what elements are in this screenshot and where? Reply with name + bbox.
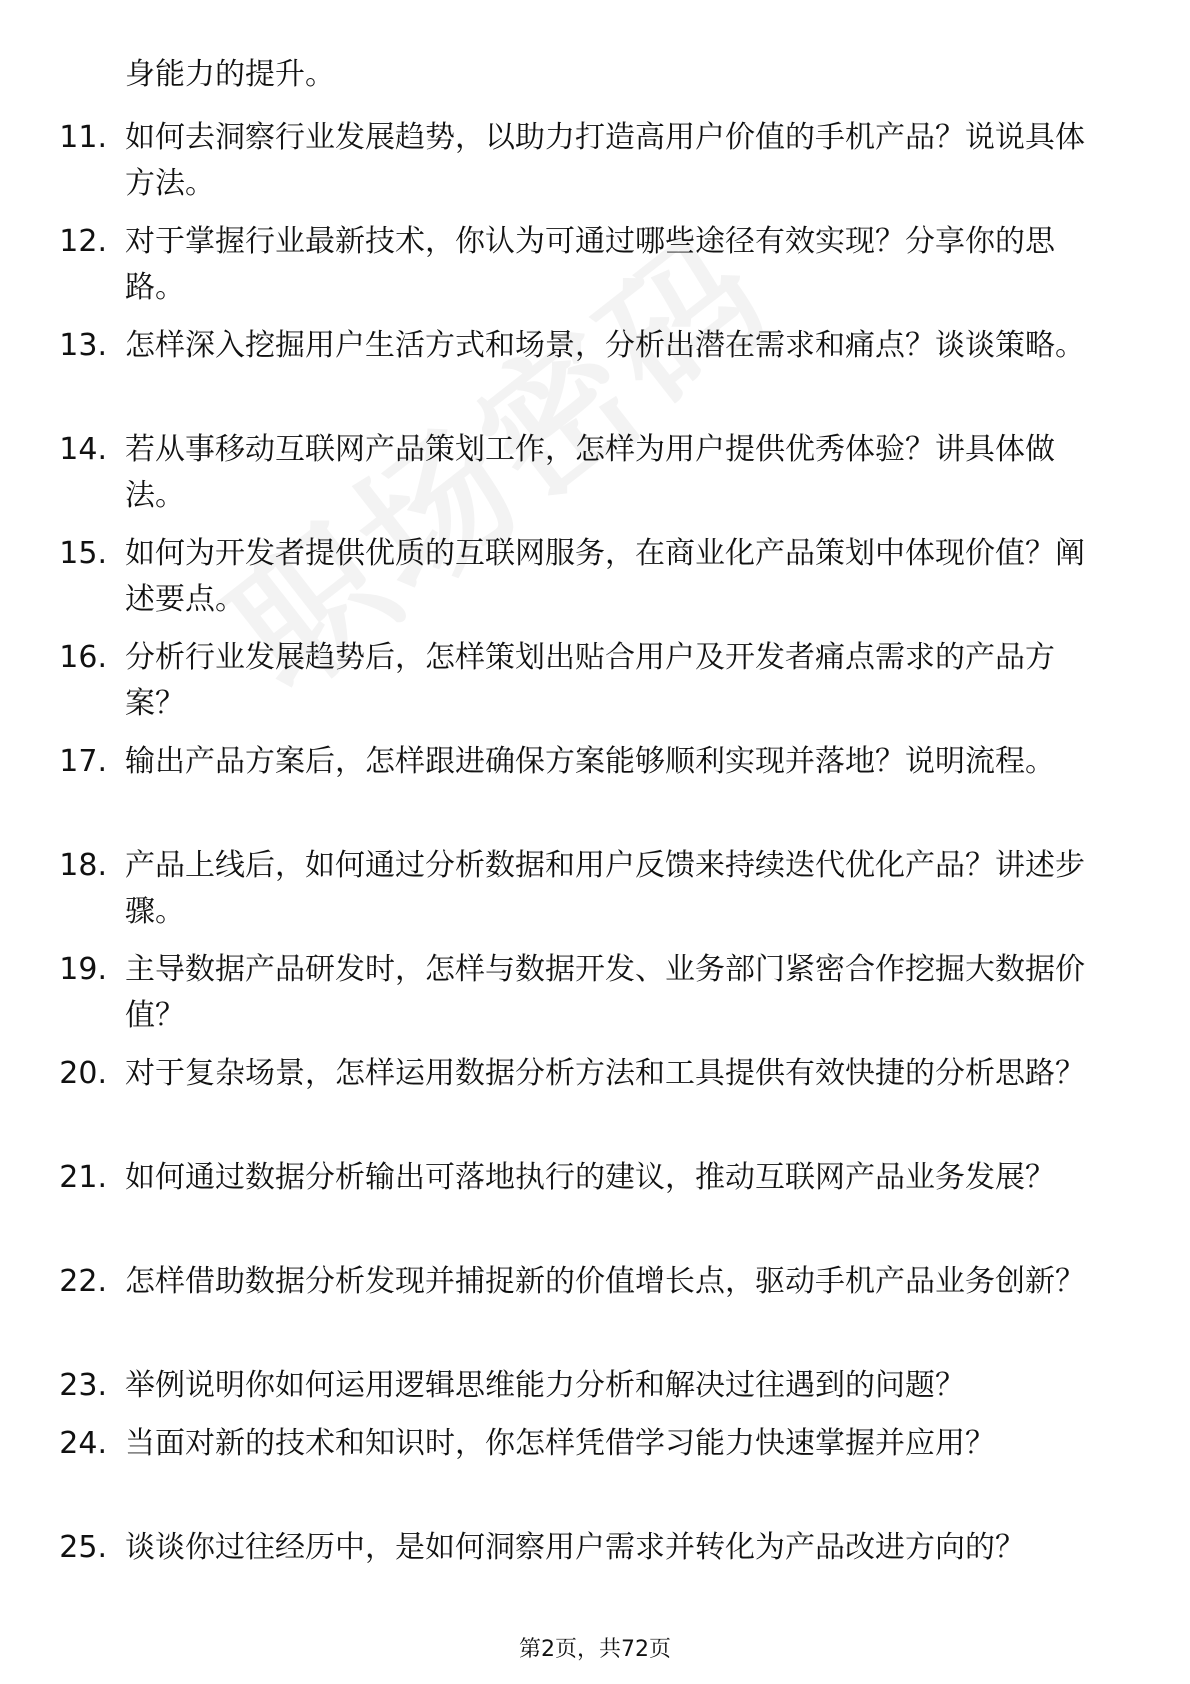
item-number: 16.: [59, 640, 107, 675]
item-text: 怎样借助数据分析发现并捕捉新的价值增长点，驱动手机产品业务创新？: [125, 1264, 1085, 1299]
item-text: 如何为开发者提供优质的互联网服务，在商业化产品策划中体现价值？阐述要点。: [125, 536, 1085, 617]
item-text: 输出产品方案后，怎样跟进确保方案能够顺利实现并落地？说明流程。: [125, 744, 1055, 779]
item-number: 14.: [59, 432, 107, 467]
item-number: 25.: [59, 1530, 107, 1565]
list-item: [0, 323, 1190, 415]
list-item: [0, 1051, 1190, 1143]
item-number: 11.: [59, 120, 107, 155]
list-item: [0, 427, 1190, 519]
list-item: [0, 739, 1190, 831]
item-number: 21.: [59, 1160, 107, 1195]
list-item: [0, 843, 1190, 935]
item-text: 举例说明你如何运用逻辑思维能力分析和解决过往遇到的问题？: [125, 1368, 965, 1403]
item-text: 产品上线后，如何通过分析数据和用户反馈来持续迭代优化产品？讲述步骤。: [125, 848, 1085, 929]
list-item: [0, 219, 1190, 311]
list-item: [0, 947, 1190, 1039]
item-text: 怎样深入挖掘用户生活方式和场景，分析出潜在需求和痛点？谈谈策略。: [125, 328, 1085, 363]
item-text: 若从事移动互联网产品策划工作，怎样为用户提供优秀体验？讲具体做法。: [125, 432, 1055, 513]
item-text: 当面对新的技术和知识时，你怎样凭借学习能力快速掌握并应用？: [125, 1426, 995, 1461]
item-number: 20.: [59, 1056, 107, 1091]
list-item: [0, 1421, 1190, 1513]
item-number: 23.: [59, 1368, 107, 1403]
list-item: [0, 635, 1190, 727]
item-number: 17.: [59, 744, 107, 779]
item-text: 谈谈你过往经历中，是如何洞察用户需求并转化为产品改进方向的？: [125, 1530, 1025, 1565]
list-item: [0, 531, 1190, 623]
item-text: 如何通过数据分析输出可落地执行的建议，推动互联网产品业务发展？: [125, 1160, 1055, 1195]
item-text: 分析行业发展趋势后，怎样策划出贴合用户及开发者痛点需求的产品方案？: [125, 640, 1055, 721]
item-number: 19.: [59, 952, 107, 987]
item-text: 对于掌握行业最新技术，你认为可通过哪些途径有效实现？分享你的思路。: [125, 224, 1055, 305]
question-list: [0, 115, 1190, 1629]
list-item: [0, 1259, 1190, 1351]
page-number: 第2页，共72页: [519, 1637, 671, 1662]
list-item: [0, 1363, 1190, 1409]
item-text: 对于复杂场景，怎样运用数据分析方法和工具提供有效快捷的分析思路？: [125, 1056, 1085, 1091]
item-text: 如何去洞察行业发展趋势，以助力打造高用户价值的手机产品？说说具体方法。: [125, 120, 1085, 201]
item-number: 13.: [59, 328, 107, 363]
item-number: 24.: [59, 1426, 107, 1461]
list-item: [0, 115, 1190, 207]
item-text: 主导数据产品研发时，怎样与数据开发、业务部门紧密合作挖掘大数据价值？: [125, 952, 1085, 1033]
list-item: [0, 1155, 1190, 1247]
item-number: 22.: [59, 1264, 107, 1299]
list-item: [0, 1525, 1190, 1617]
item-number: 15.: [59, 536, 107, 571]
continued-text: 身能力的提升。: [125, 57, 335, 92]
item-number: 12.: [59, 224, 107, 259]
item-number: 18.: [59, 848, 107, 883]
